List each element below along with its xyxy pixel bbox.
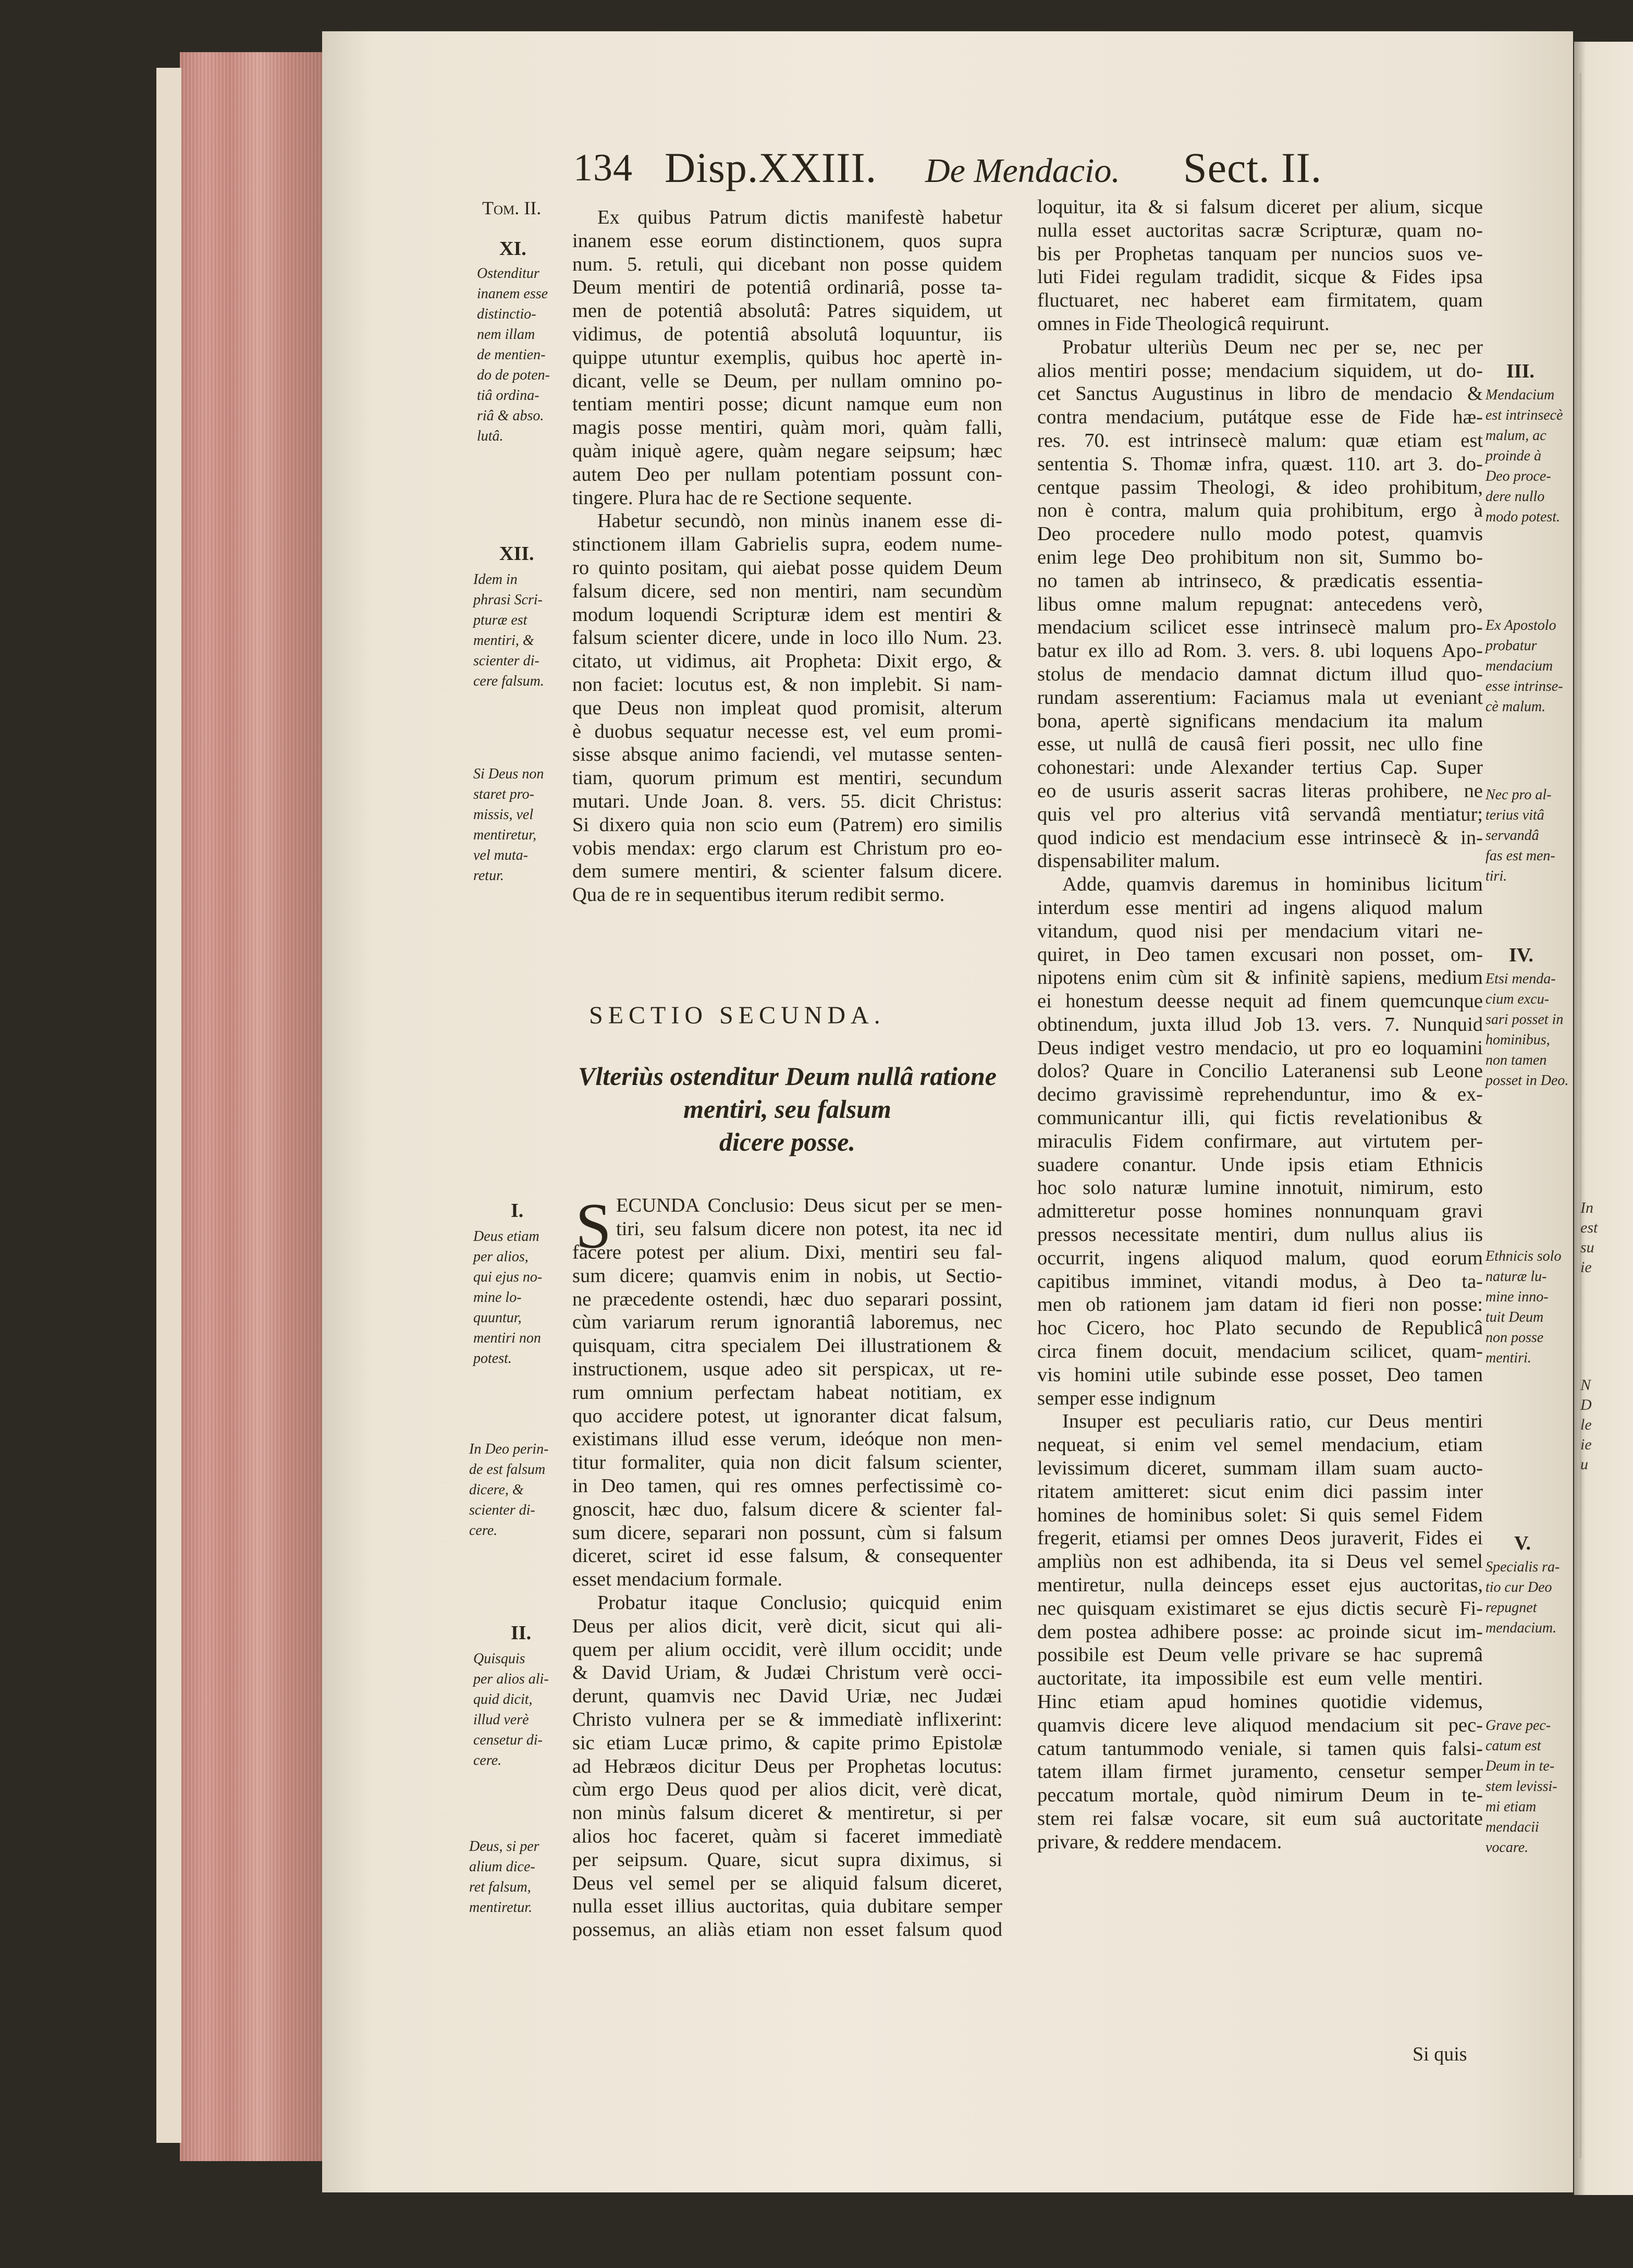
paragraph: Probatur itaque Conclusio; quicquid enim Deus per alios dicit, verè dicit, sicut qui ali- quem per alium occidit, verè illum occidit; unde & David Uriam, & Judæi Christum verè occi- derunt, quamvis nec David Uriæ, nec Judæi Christo vulnera per se & immediatè inflixerint: sic etiam Lucæ primo, & capite primo Epistolæ ad Hebræos dicitur Deus per Prophetas locutus: cùm ergo Deus quod per alios dicit, verè dicat, non minùs falsum diceret & mentiretur, si per alios hoc faceret, quàm si faceret immediatè per seipsum. Quare, sicut supra diximus, si Deus vel semel per se aliquid falsum diceret, nulla esset illius auctoritas, quia dubitare semper possemus, an aliàs etiam non esset falsum quod	[572, 1591, 1002, 1941]
column-1-text	[572, 206, 1002, 907]
catchword: Si quis	[1413, 2043, 1467, 2065]
section-subheading-line-2: mentiri, seu falsum	[683, 1094, 891, 1124]
margin-note-i-b: In Deo perin- de est falsum dicere, & scienter di- cere.	[469, 1441, 549, 1539]
margin-volume-mark: Tom. II.	[482, 198, 542, 218]
margin-number-xii: XII.	[499, 543, 534, 565]
section-title: SECTIO SECUNDA.	[589, 1002, 886, 1029]
next-page-fragment: le	[1580, 1416, 1592, 1433]
next-page-fragment: ie	[1580, 1259, 1592, 1276]
margin-note-ii-b: Deus, si per alium dice- ret falsum, mentiretur.	[469, 1838, 539, 1916]
margin-note-ii: Quisquis per alios ali- quid dicit, illud verè censetur di- cere.	[473, 1651, 549, 1769]
page-edge-fore-edge	[180, 52, 323, 2161]
margin-number-v: V.	[1514, 1532, 1531, 1554]
margin-number-xi: XI.	[499, 238, 526, 260]
next-page-fragment: In	[1580, 1199, 1593, 1216]
drop-cap-lines: ECUNDA Conclusio: Deus sicut per se men- tiri, seu falsum dicere non potest, ita nec id	[616, 1194, 1002, 1240]
margin-note-iii: Mendacium est intrinsecè malum, ac proinde à Deo proce- dere nullo modo potest.	[1485, 387, 1563, 525]
margin-note-i: Deus etiam per alios, qui ejus no- mine lo- quuntur, mentiri non potest.	[473, 1228, 543, 1367]
margin-note-xii: Idem in phrasi Scri- pturæ est mentiri, & scienter di- cere falsum.	[473, 571, 544, 689]
page-gutter	[156, 68, 181, 2143]
next-page-fragment: su	[1580, 1239, 1594, 1256]
section-subheading-line-1: Vlteriùs ostenditur Deum nullâ ratione	[578, 1062, 997, 1091]
paragraph: Adde, quamvis daremus in hominibus licitum interdum esse mentiri ad ingens aliquod malum vitandum, quod nisi per mendacium vitari ne- quiret, in Deo tamen excusari non posset, om- nipotens enim cùm sit & infinitè sapiens, medium ei honestum deesse nequit ad finem quemcunque obtinendum, juxta illud Job 13. vers. 7. Nunquid Deus indiget vestro mendacio, ut pro eo loquamini dolos? Quare in Concilio Lateranensi sub Leone decimo gravissimè reprehenduntur, imo & ex- communicantur illi, qui fictis revelationibus & miraculis Fidem confirmare, aut virtutem per- suadere conantur. Unde ipsis etiam Ethnicis hoc solo naturæ lumine innotuit, nimirum, esto admitteretur posse homines nonnunquam gravi pressos necessitate mentiri, dum nullus alius iis occurrit, ingens aliquod malum, quod eorum capitibus imminet, vitandi modus, à Deo ta- men ob rationem jam datam id fieri non posse: hoc Cicero, hoc Plato secundo de Republicâ circa finem docuit, mendacium scilicet, quam- vis homini utile subinde esse posset, Deo tamen semper esse indignum	[1037, 873, 1483, 1409]
margin-note-xii-b: Si Deus non staret pro- missis, vel mentiretur, vel muta- retur.	[473, 766, 544, 884]
next-page-edge	[1574, 42, 1633, 2195]
drop-cap: S	[575, 1190, 611, 1262]
paragraph: loquitur, ita & si falsum diceret per alium, sicque nulla esset auctoritas sacræ Scripturæ, quam no- bis per Prophetas tanquam per nuncios suos ve- luti Fidei regulam tradidit, sicque & Fides ipsa fluctuaret, nec haberet eam firmitatem, quam omnes in Fide Theologicâ requirunt.	[1037, 196, 1483, 335]
margin-number-iv: IV.	[1509, 944, 1533, 966]
next-page-fragment: D	[1580, 1396, 1592, 1413]
margin-number-ii: II.	[511, 1622, 532, 1644]
section-subheading-line-3: dicere posse.	[719, 1127, 856, 1156]
column-2-text	[1037, 196, 1483, 1854]
paragraph: Ex quibus Patrum dictis manifestè habetur inanem esse eorum distinctionem, quos supra num. 5. retuli, qui dicebant non posse quidem Deum mentiri de potentiâ ordinariâ, posse ta- men de potentiâ absolutâ: Patres siquidem, ut vidimus, de potentiâ absolutâ loquuntur, iis quippe utuntur exemplis, quibus hoc apertè in- dicant, velle se Deum, per nullam omnino po- tentiam mentiri posse; dicunt namque eum non magis posse mentiri, quàm mori, quàm falli, quàm iniquè agere, quàm negare seipsum; hæc autem Deo per nullam potentiam possunt con- tingere. Plura hac de re Sectione sequente.	[572, 206, 1002, 509]
margin-note-v: Specialis ra- tio cur Deo repugnet mendacium.	[1485, 1559, 1560, 1636]
margin-number-iii: III.	[1506, 360, 1534, 382]
margin-note-v-b: Grave pec- catum est Deum in te- stem levissi- mi etiam mendacii vocare.	[1485, 1717, 1557, 1856]
paragraph: facere potest per alium. Dixi, mentiri seu fal- sum dicere; quamvis enim in nobis, ut Sectio- ne præcedente ostendi, hæc duo separari possint, cùm variarum rerum ignorantiâ laboremus, nec quisquam, citra specialem Dei illustrationem & instructionem, usque adeo sit perspicax, ut re- rum omnium perfectam habeat notitiam, ex quo accidere potest, ut ignoranter dicat falsum, existimans illud esse verum, ideóque non men- titur formaliter, quia non dicit falsum scienter, in Deo tamen, qui res omnes perfectissimè co- gnoscit, hæc duo, falsum dicere & scienter fal- sum dicere, separari non possunt, cùm si falsum diceret, sciret id esse falsum, & consequenter esset mendacium formale.	[572, 1241, 1002, 1591]
next-page-rule	[1579, 73, 1581, 2159]
paragraph: Insuper est peculiaris ratio, cur Deus mentiri nequeat, si enim vel semel mendacium, etiam levissimum diceret, summam illam suam aucto- ritatem amitteret: sicut enim dici passim inter homines de hominibus solet: Si quis semel Fidem fregerit, etiamsi per omnes Deos juraverit, Fides ei ampliùs non est adhibenda, ita si Deus vel semel mentiretur, nulla deinceps esset ejus auctoritas, nec quisquam existimaret se ejus dictis securè Fi- dem postea adhibere posse: ac proinde sicut im- possibile est Deum velle privare se hac supremâ auctoritate, ita impossibile est eum velle mentiri. Hinc etiam apud homines quotidie videmus, quamvis dicere leve aliquod mendacium sit pec- catum tantummodo veniale, si tamen quis falsi- tatem illam firmet juramento, censetur semper peccatum mortale, quòd nimirum Deum in te- stem rei falsæ vocare, sit eum suâ auctoritate privare, & reddere mendacem.	[1037, 1410, 1483, 1853]
running-head-section: Sect. II.	[1183, 144, 1322, 191]
page-number: 134	[573, 147, 633, 189]
next-page-fragment: u	[1580, 1456, 1588, 1473]
margin-note-iii-b: Ex Apostolo probatur mendacium esse intrinse- cè malum.	[1485, 617, 1563, 715]
margin-note-iv-b: Ethnicis solo naturæ lu- mine inno- tuit Deum non posse mentiri.	[1485, 1248, 1562, 1366]
paragraph: Probatur ulteriùs Deum nec per se, nec per alios mentiri posse; mendacium siquidem, ut do- cet Sanctus Augustinus in libro de mendacio & contra mendacium, putátque esse de Fide hæ- res. 70. est intrinsecè malum: quæ etiam est sententia S. Thomæ infra, quæst. 110. art 3. do- centque passim Theologi, & ideo prohibitum, non è contra, malum quia prohibitum, ergo à Deo procedere nullo modo potest, quamvis enim lege Deo prohibitum non sit, Summo bo- no tamen ab intrinseco, & prædicatis essentia- libus omne malum repugnat: antecedens verò, mendacium scilicet esse intrinsecè malum pro- batur ex illo ad Rom. 3. vers. 8. ubi loquens Apo- stolus de mendacio damnat dictum illud quo- rundam asserentium: Faciamus mala ut eveniant bona, apertè significans mendacium ita malum esse, ut nullâ de causâ fieri possit, nec ullo fine cohonestari: unde Alexander tertius Cap. Super eo de usuris asserit sacras literas prohibere, ne quis vel pro alterius vitâ servandâ mentiatur; quod indicio est mendacium esse intrinsecè & in- dispensabiliter malum.	[1037, 336, 1483, 872]
column-1-text-lower	[572, 1241, 1002, 1942]
next-page-fragment: est	[1580, 1219, 1598, 1236]
running-head-topic: De Mendacio.	[925, 152, 1120, 190]
paragraph: Habetur secundò, non minùs inanem esse di- stinctionem illam Gabrielis supra, eodem nume- ro quinto positam, qui aiebat posse quidem Deum falsum dicere, sed non mentiri, nam secundùm modum loquendi Scripturæ idem est mentiri & falsum scienter dicere, unde in loco illo Num. 23. citato, ut vidimus, ait Propheta: Dixit ergo, & non faciet: locutus est, & non implebit. Si nam- que Deus non impleat quod promisit, alterum è duobus sequatur necesse est, vel eum promi- sisse absque animo faciendi, vel mutasse senten- tiam, quorum primum est mentiri, secundum mutari. Unde Joan. 8. vers. 55. dicit Christus: Si dixero quia non scio eum (Patrem) ero similis vobis mendax: ergo clarum est Christum pro eo- dem sumere mentiri, & scienter falsum dicere. Qua de re in sequentibus iterum redibit sermo.	[572, 510, 1002, 906]
next-page-fragment: ie	[1580, 1436, 1592, 1453]
margin-note-iii-c: Nec pro al- terius vitâ servandâ fas est men- tiri.	[1485, 787, 1555, 884]
margin-note-xi: Ostenditur inanem esse distinctio- nem illam de mentien- do de poten- tiâ ordina- riâ & abso. lutâ.	[477, 265, 550, 444]
running-head-disputation: Disp.XXIII.	[665, 144, 877, 191]
margin-number-i: I.	[511, 1200, 524, 1222]
margin-note-iv: Etsi menda- cium excu- sari posset in hominibus, non tamen posset in Deo.	[1485, 971, 1569, 1089]
next-page-fragment: N	[1580, 1376, 1591, 1394]
